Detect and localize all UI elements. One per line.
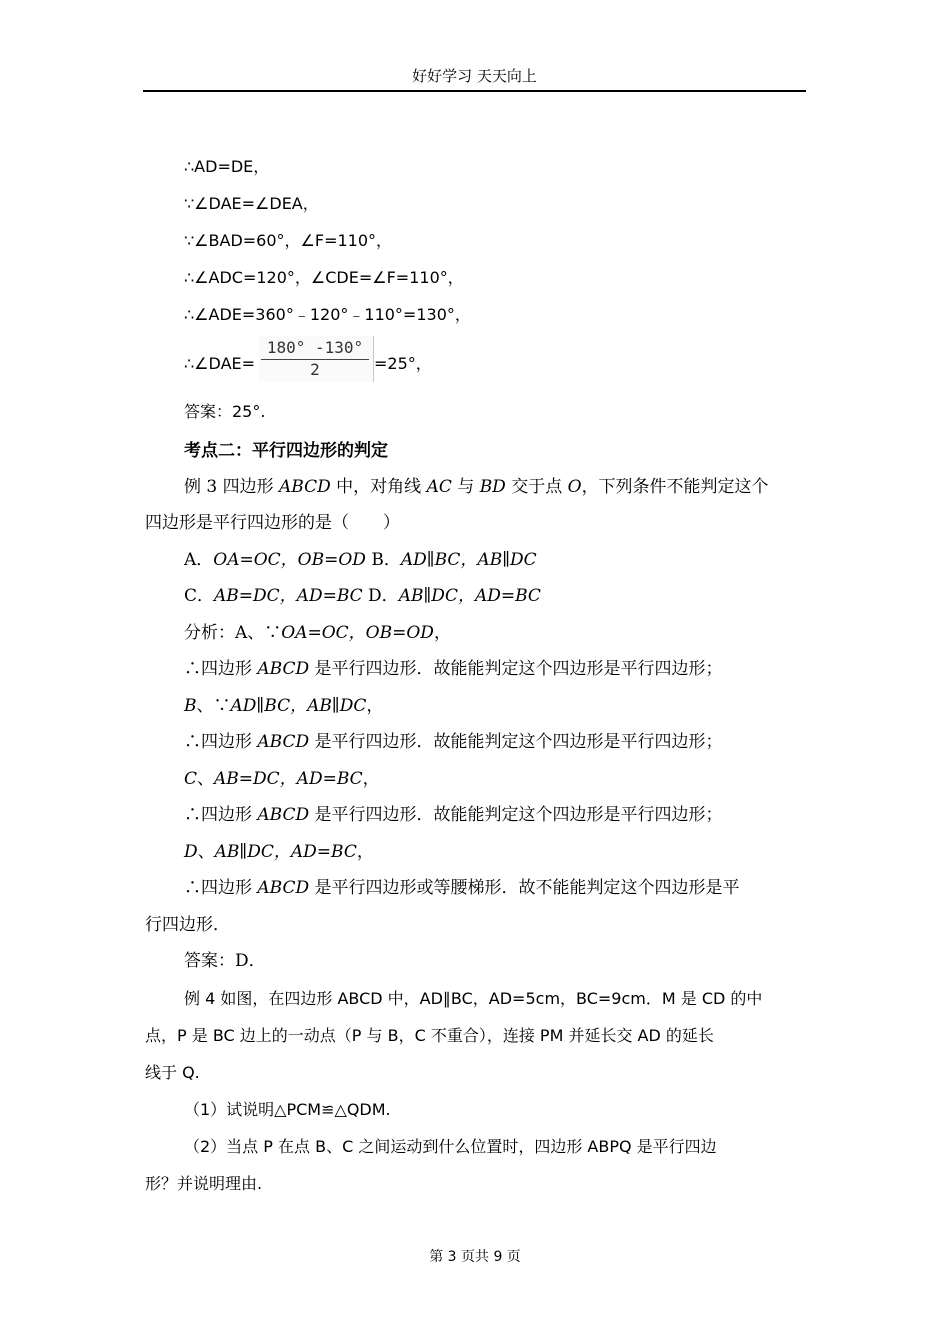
analysis-d: D、AB∥DC，AD=BC， — [184, 842, 374, 862]
proof-line-6-suffix: =25°， — [374, 354, 432, 373]
example4-q2-line1: （2）当点 P 在点 B、C 之间运动到什么位置时，四边形 ABPQ 是平行四边 — [184, 1137, 717, 1156]
example3-options-ab: A．OA=OC，OB=OD B．AD∥BC，AB∥DC — [184, 550, 537, 570]
example3-options-cd: C．AB=DC，AD=BC D．AB∥DC，AD=BC — [184, 586, 541, 606]
example4-line1: 例 4 如图，在四边形 ABCD 中，AD∥BC，AD=5cm，BC=9cm．M 是 CD 的中 — [184, 989, 763, 1008]
fraction-numerator: 180° -130° — [266, 338, 364, 357]
analysis-b: B、∵AD∥BC，AB∥DC， — [184, 696, 384, 716]
page-footer: 第 3 页共 9 页 — [429, 1249, 521, 1265]
proof-line-1: ∴AD=DE， — [184, 157, 270, 176]
example4-line3: 线于 Q. — [145, 1063, 200, 1082]
example4-q2-line2: 形？并说明理由. — [145, 1174, 263, 1193]
conclusion-a: ∴四边形 ABCD 是平行四边形．故能能判定这个四边形是平行四边形； — [184, 659, 723, 679]
proof-line-3: ∵∠BAD=60°，∠F=110°， — [184, 231, 393, 250]
example3-answer: 答案：D． — [184, 951, 266, 971]
proof-answer: 答案：25°. — [184, 402, 266, 421]
analysis-a: 分析：A、∵OA=OC，OB=OD， — [184, 623, 451, 643]
page-header: 好好学习 天天向上 — [143, 62, 806, 92]
example3-question-line2: 四边形是平行四边形的是（ ） — [145, 513, 400, 533]
section-title: 考点二：平行四边形的判定 — [184, 441, 388, 461]
example4-line2: 点，P 是 BC 边上的一动点（P 与 B，C 不重合），连接 PM 并延长交 AD 的延长 — [145, 1026, 714, 1045]
conclusion-c: ∴四边形 ABCD 是平行四边形．故能能判定这个四边形是平行四边形； — [184, 805, 723, 825]
proof-line-4: ∴∠ADC=120°，∠CDE=∠F=110°， — [184, 268, 464, 287]
conclusion-d: ∴四边形 ABCD 是平行四边形或等腰梯形．故不能能判定这个四边形是平 — [184, 878, 740, 898]
proof-line-6-prefix: ∴∠DAE= — [184, 354, 256, 373]
conclusion-d-line2: 行四边形． — [145, 915, 230, 935]
fraction-image — [259, 336, 374, 382]
proof-line-5: ∴∠ADE=360°﹣120°﹣110°=130°， — [184, 305, 471, 324]
fraction-denominator: 2 — [310, 360, 320, 379]
example3-question: 例 3 四边形 ABCD 中，对角线 AC 与 BD 交于点 O，下列条件不能判定这个 — [184, 477, 769, 497]
analysis-c: C、AB=DC，AD=BC， — [184, 769, 380, 789]
example4-q1: （1）试说明△PCM≌△QDM. — [184, 1100, 391, 1119]
proof-line-2: ∵∠DAE=∠DEA， — [184, 194, 319, 213]
conclusion-b: ∴四边形 ABCD 是平行四边形．故能能判定这个四边形是平行四边形； — [184, 732, 723, 752]
